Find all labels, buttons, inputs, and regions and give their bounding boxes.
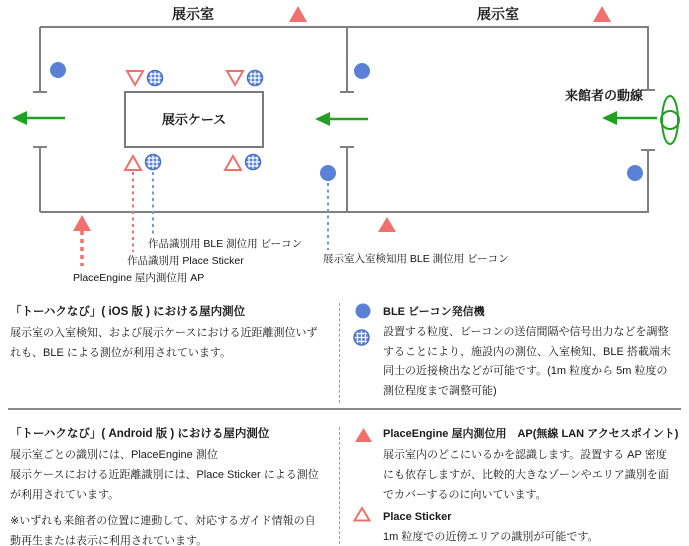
section-ble-legend <box>383 301 685 401</box>
wall-right-lower <box>641 150 655 212</box>
section-ble-line: 測位程度まで調整可能) <box>383 384 497 397</box>
callout-arrow-placeengine-ap <box>73 215 91 266</box>
section-sticker-heading: Place Sticker <box>383 511 452 523</box>
section-placeengine-heading: PlaceEngine 屋内測位用 AP(無線 LAN アクセスポイント) <box>383 428 679 440</box>
callout-placeengine-ap-label: PlaceEngine 屋内測位用 AP <box>73 272 205 284</box>
wall-middle-lower <box>340 147 354 212</box>
section-ios-heading: 「トーハクなび」( iOS 版 ) における屋内測位 <box>10 306 246 318</box>
visitor-icon <box>661 96 679 144</box>
section-android-heading: 「トーハクなび」( Android 版 ) における屋内測位 <box>10 428 270 440</box>
ble-beacon-icon <box>50 62 66 78</box>
room-right-label: 展示室 <box>477 6 519 22</box>
ble-beacon-icon <box>627 165 643 181</box>
placeengine-ap-icon <box>593 6 611 22</box>
section-android-line: が利用されています。 <box>10 489 120 501</box>
flow-arrowhead-icon <box>12 111 27 125</box>
ble-beacon-icon <box>355 303 371 319</box>
section-sticker-line: 1m 粒度での近傍エリアの識別が可能です。 <box>383 531 599 543</box>
section-placeengine-line: にも依存しますが、比較的大きなゾーンやエリア識別を面 <box>383 469 669 481</box>
placeengine-ap-icon <box>289 6 307 22</box>
column-divider <box>339 303 340 403</box>
ble-grid-beacon-icon <box>148 71 163 86</box>
section-android-line: 展示ケースにおける近距離識別には、Place Sticker による測位 <box>10 469 319 481</box>
place-sticker-icon <box>125 156 141 170</box>
exhibition-case-label: 展示ケース <box>161 112 227 127</box>
section-placeengine-legend <box>383 423 688 546</box>
place-sticker-icon <box>127 71 143 85</box>
placeengine-ap-icon <box>378 217 396 232</box>
section-android-line: 展示室ごとの識別には、PlaceEngine 測位 <box>10 449 218 461</box>
section-ble-line: 同士の近接検出などが可能です。(1m 粒度から 5m 粒度の <box>383 365 668 377</box>
place-stickers-bottom <box>125 156 241 170</box>
section-ble-line: 設置する粒度、ビーコンの送信間隔や信号出力などを調整 <box>383 326 669 338</box>
section-ble-line: することにより、施設内の測位、入室検知、BLE 搭載端末 <box>383 345 671 358</box>
place-sticker-icon <box>353 506 371 522</box>
section-placeengine-line: でカバーするのに向いています。 <box>383 489 547 501</box>
ble-grid-beacon-icon <box>246 155 261 170</box>
section-android-note-line: 動再生または表示に利用されています。 <box>10 535 208 546</box>
ble-beacon-icon <box>320 165 336 181</box>
visitor-flow-label: 来館者の動線 <box>564 88 643 103</box>
flow-arrowheads <box>12 111 617 126</box>
column-divider <box>339 427 340 544</box>
callout-ble-entry-label: 展示室入室検知用 BLE 測位用 ビーコン <box>323 253 509 265</box>
callout-place-sticker-label: 作品識別用 Place Sticker <box>127 255 244 267</box>
wall-middle-upper <box>340 27 354 92</box>
flow-arrowhead-icon <box>315 112 330 126</box>
section-divider <box>8 408 681 410</box>
room-left-label: 展示室 <box>172 6 214 22</box>
callout-ble-artwork-label: 作品識別用 BLE 測位用 ビーコン <box>148 238 303 250</box>
place-sticker-icon <box>227 71 243 85</box>
section-ios-line: 展示室の入室検知、および展示ケースにおける近距離測位いず <box>10 327 318 339</box>
wall-left-lower <box>33 147 47 212</box>
section-ble-heading: BLE ビーコン発信機 <box>383 306 485 318</box>
place-stickers-top <box>127 71 243 85</box>
ble-grid-beacon-icon <box>248 71 263 86</box>
ble-grid-beacon-icon <box>146 155 161 170</box>
ble-grid-beacon-icon <box>353 329 370 346</box>
wall-left-upper <box>33 27 47 92</box>
section-placeengine-line: 展示室内のどこにいるかを認識します。設置する AP 密度 <box>383 449 667 461</box>
ble-beacon-icon <box>354 63 370 79</box>
place-sticker-icon <box>225 156 241 170</box>
section-ios-line: れも、BLE による測位が利用されています。 <box>10 347 231 359</box>
flow-arrowhead-icon <box>602 111 617 125</box>
section-android <box>10 423 338 546</box>
flow-arrows <box>24 118 657 119</box>
section-ios <box>10 301 338 363</box>
section-android-note-line: ※いずれも来館者の位置に連動して、対応するガイド情報の自 <box>10 515 316 527</box>
placeengine-ap-icon <box>354 427 373 443</box>
wall-right-upper <box>641 27 655 90</box>
